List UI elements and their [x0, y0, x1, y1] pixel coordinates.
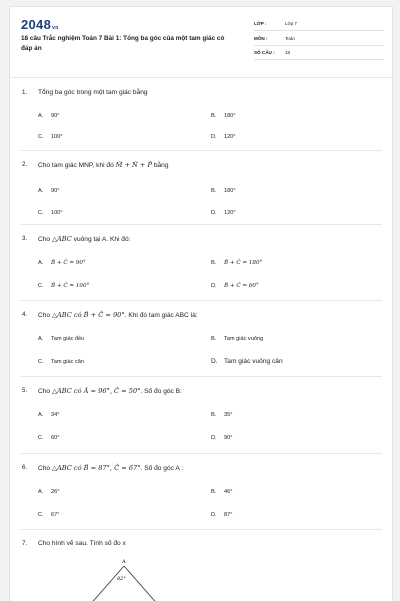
math-expression: △ABC có B̂ = 87°, Ĉ = 67°	[51, 464, 141, 472]
option-label: A.	[38, 113, 44, 119]
option-text: B̂ + Ĉ = 100°	[51, 283, 90, 289]
logo-text: 2048	[21, 17, 52, 32]
option-text: 90°	[224, 435, 233, 441]
worksheet-page	[9, 6, 393, 601]
option-d[interactable]	[211, 134, 236, 140]
option-text: B̂ + Ĉ = 180°	[224, 260, 263, 266]
option-text: 180°	[224, 113, 236, 119]
option-c[interactable]	[38, 435, 59, 441]
option-a[interactable]	[38, 489, 59, 495]
option-label: C.	[38, 134, 44, 140]
divider	[20, 376, 382, 377]
option-label: C.	[38, 210, 44, 216]
meta-value: Lớp 7	[285, 21, 297, 26]
question-number: 2.	[22, 161, 28, 168]
option-text: Tam giác vuông	[224, 336, 264, 342]
meta-value: Toán	[285, 35, 295, 41]
question-number: 4.	[22, 311, 28, 318]
vertex-label-a: A	[122, 559, 126, 565]
option-label: B.	[211, 336, 217, 342]
meta-value: 18	[285, 50, 291, 55]
option-text: 60°	[51, 435, 60, 441]
option-b[interactable]	[211, 188, 236, 194]
option-a[interactable]	[38, 113, 59, 119]
option-a[interactable]	[38, 260, 86, 266]
option-c[interactable]	[38, 283, 89, 289]
divider	[20, 150, 382, 151]
math-expression: M̂ + N̂ + P̂	[115, 161, 152, 169]
option-a[interactable]	[38, 188, 59, 194]
option-label: D.	[211, 283, 217, 289]
question-text-before: Cho tam giác MNP, khi đó	[38, 162, 114, 169]
option-text: 26°	[51, 489, 60, 495]
logo-suffix: vn	[52, 25, 59, 31]
option-text: B̂ + Ĉ = 90°	[51, 260, 86, 266]
option-text: Tam giác cân	[51, 359, 84, 365]
question-text-after: . Số đo góc B:	[140, 388, 182, 395]
question-text: Cho hình vẽ sau. Tính số đo x	[38, 540, 126, 547]
option-d[interactable]	[211, 210, 236, 216]
question-text-after: . Khi đó tam giác ABC là:	[124, 312, 198, 319]
question-text-before: Cho	[38, 465, 51, 472]
option-label: C.	[38, 359, 44, 365]
question-text	[38, 387, 182, 395]
option-d[interactable]	[211, 283, 259, 289]
option-label: B.	[211, 113, 217, 119]
question-number: 7.	[22, 540, 28, 547]
option-label: D.	[211, 435, 217, 441]
option-text: 180°	[224, 188, 236, 194]
option-text: 100°	[51, 210, 63, 216]
math-expression: △ABC có Â = 96°, Ĉ = 50°	[51, 387, 141, 395]
question-number: 3.	[22, 235, 28, 242]
option-c[interactable]	[38, 210, 63, 216]
question-number: 5.	[22, 387, 28, 394]
option-d[interactable]	[211, 435, 232, 441]
option-c[interactable]	[38, 359, 84, 365]
option-text: 34°	[51, 412, 60, 418]
question-text-before: Cho	[38, 236, 51, 243]
question-number: 1.	[22, 89, 28, 96]
option-b[interactable]	[211, 489, 232, 495]
option-b[interactable]	[211, 412, 232, 418]
worksheet-header	[10, 7, 392, 78]
option-label: D.	[211, 134, 217, 140]
question-text	[38, 311, 198, 319]
meta-label: SỐ CÂU :	[254, 50, 275, 55]
option-text: 120°	[224, 134, 236, 140]
option-text: 120°	[224, 210, 236, 216]
site-logo[interactable]	[21, 17, 59, 32]
option-text: 90°	[51, 113, 60, 119]
question-text: Tổng ba góc trong một tam giác bằng	[38, 89, 148, 96]
question-text-after: . Số đo góc A :	[140, 465, 184, 472]
option-b[interactable]	[211, 336, 263, 342]
option-text: 67°	[51, 512, 60, 518]
triangle-figure	[80, 557, 200, 601]
question-text-after: vuông tại A. Khi đó:	[73, 236, 131, 243]
option-text: Tam giác đều	[51, 336, 85, 342]
question-text	[38, 161, 169, 169]
option-text: 90°	[51, 188, 60, 194]
divider	[20, 529, 382, 530]
option-label: C.	[38, 512, 44, 518]
option-text: 46°	[224, 489, 233, 495]
option-label: B.	[211, 489, 217, 495]
question-text	[38, 464, 183, 472]
angle-label: 82°	[117, 576, 126, 582]
option-label: A.	[38, 260, 44, 266]
option-label: B.	[211, 188, 217, 194]
option-label: D.	[211, 210, 217, 216]
meta-row-subject	[254, 33, 384, 46]
question-text-before: Cho	[38, 312, 51, 319]
meta-row-count	[254, 47, 384, 60]
option-label: D.	[211, 358, 218, 365]
question-text	[38, 235, 130, 243]
option-label: B.	[211, 260, 217, 266]
math-expression: △ABC	[51, 235, 72, 243]
option-label: C.	[38, 435, 44, 441]
option-a[interactable]	[38, 412, 59, 418]
divider	[20, 453, 382, 454]
divider	[20, 224, 382, 225]
triangle-side-left	[88, 566, 124, 601]
option-text: Tam giác vuông cân	[224, 358, 283, 365]
question-number: 6.	[22, 464, 28, 471]
option-label: B.	[211, 412, 217, 418]
option-label: A.	[38, 336, 44, 342]
meta-label: LỚP :	[254, 21, 267, 26]
meta-row-class	[254, 18, 384, 31]
option-label: A.	[38, 412, 44, 418]
worksheet-title: 18 câu Trắc nghiệm Toán 7 Bài 1: Tổng ba góc của một tam giác có đáp án	[21, 35, 225, 52]
question-text-after: bằng	[153, 162, 169, 169]
triangle-side-right	[124, 566, 160, 601]
meta-label: MÔN :	[254, 35, 268, 41]
option-c[interactable]	[38, 134, 63, 140]
option-d[interactable]	[211, 512, 232, 518]
option-d[interactable]	[211, 358, 283, 365]
option-label: D.	[211, 512, 217, 518]
option-c[interactable]	[38, 512, 59, 518]
option-b[interactable]	[211, 260, 262, 266]
option-b[interactable]	[211, 113, 236, 119]
math-expression: △ABC có B̂ + Ĉ = 90°	[51, 311, 125, 319]
option-a[interactable]	[38, 336, 84, 342]
option-label: A.	[38, 188, 44, 194]
option-label: A.	[38, 489, 44, 495]
option-text: 87°	[224, 512, 233, 518]
divider	[20, 300, 382, 301]
option-text: 100°	[51, 134, 63, 140]
question-text-before: Cho	[38, 388, 51, 395]
option-text: 35°	[224, 412, 233, 418]
option-label: C.	[38, 283, 44, 289]
meta-info	[254, 18, 384, 62]
option-text: B̂ + Ĉ = 60°	[224, 283, 259, 289]
